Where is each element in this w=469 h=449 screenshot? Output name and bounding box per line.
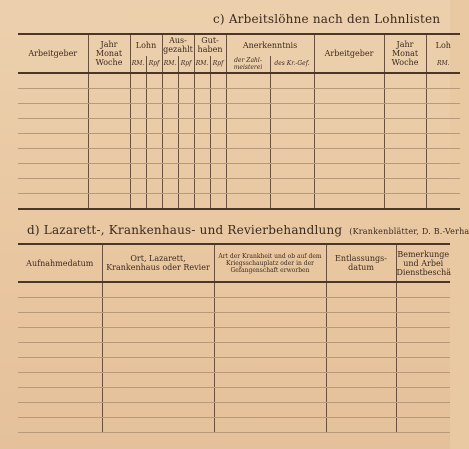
table-row: [18, 328, 450, 343]
table-row: [18, 194, 460, 210]
header-art-krankheit: Art der Krankheit und ob auf dem Kriegsschauplatz oder in der Gefangenschaft erworben: [214, 244, 326, 282]
header-aufnahmedatum: Aufnahmedatum: [18, 244, 102, 282]
header-lohn-rpf: Rpf: [146, 56, 162, 73]
header-anerk-krgef: des Kr.-Gef.: [270, 56, 314, 73]
header-anerkenntnis: Anerkenntnis: [226, 34, 314, 56]
header-guthaben-rpf: Rpf: [210, 56, 226, 73]
header-lohn-2: Loh: [426, 34, 460, 56]
table-row: [18, 73, 460, 89]
table-row: [18, 313, 450, 328]
header-entlassung: Entlassungs- datum: [326, 244, 396, 282]
section-d-title-suffix: (Krankenblätter, D. B.-Verha: [349, 227, 469, 236]
table-row: [18, 119, 460, 134]
header-lohn: Lohn: [130, 34, 162, 56]
table-row: [18, 164, 460, 179]
wages-table: [18, 33, 460, 210]
hospital-rows: [18, 282, 450, 433]
table-row: [18, 358, 450, 373]
table-row: [18, 298, 450, 313]
header-lohn-2-rm: RM.: [426, 56, 460, 73]
hospital-table: [18, 243, 450, 433]
table-row: [18, 104, 460, 119]
table-row: [18, 179, 460, 194]
table-row: [18, 134, 460, 149]
table-row: [18, 282, 450, 298]
header-ausgezahlt-rpf: Rpf: [178, 56, 194, 73]
header-ort: Ort, Lazarett, Krankenhaus oder Revier: [102, 244, 214, 282]
table-row: [18, 373, 450, 388]
header-bemerkungen: Bemerkunge und Arbei Dienstbeschä: [396, 244, 450, 282]
header-lohn-rm: RM.: [130, 56, 146, 73]
header-anerk-zahlmeisterei: der Zahl- meisterei: [226, 56, 270, 73]
header-arbeitgeber-2: Arbeitgeber: [314, 34, 384, 73]
header-guthaben: Gut- haben: [194, 34, 226, 56]
table-row: [18, 388, 450, 403]
table-row: [18, 418, 450, 433]
section-c-title: c) Arbeitslöhne nach den Lohnlisten: [213, 12, 441, 26]
header-ausgezahlt-rm: RM.: [162, 56, 178, 73]
header-ausgezahlt: Aus- gezahlt: [162, 34, 194, 56]
table-row: [18, 89, 460, 104]
table-row: [18, 149, 460, 164]
table-row: [18, 343, 450, 358]
table-row: [18, 403, 450, 418]
section-d-title: [27, 223, 469, 237]
header-jahr-2: Jahr Monat Woche: [384, 34, 426, 73]
wages-rows: [18, 73, 460, 209]
header-arbeitgeber: Arbeitgeber: [18, 34, 88, 73]
header-jahr: Jahr Monat Woche: [88, 34, 130, 73]
header-guthaben-rm: RM.: [194, 56, 210, 73]
section-d-title-main: d) Lazarett-, Krankenhaus- und Revierbehandlung: [27, 223, 343, 237]
